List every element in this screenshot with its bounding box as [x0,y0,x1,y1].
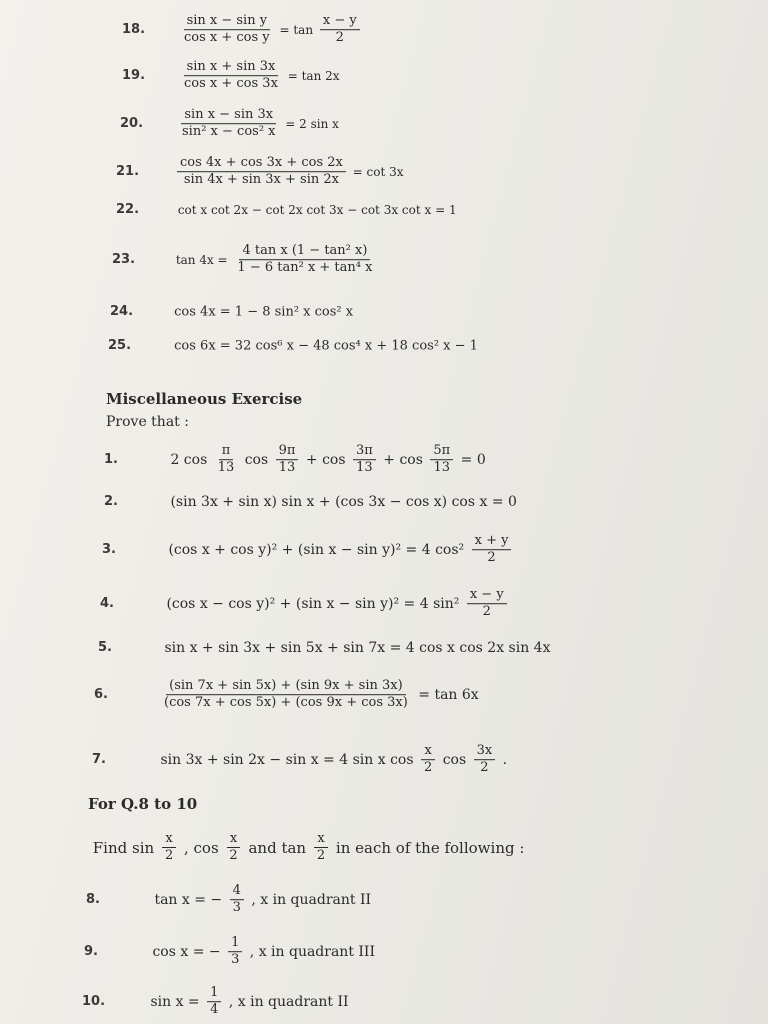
item-number: 23. [112,252,136,267]
fraction-denominator: 2 [482,604,491,620]
equation-text: tan x = − [150,892,227,908]
fraction-numerator: (sin 7x + sin 5x) + (sin 9x + sin 3x) [166,679,406,695]
item-equation [156,744,512,776]
item-equation [146,986,353,1018]
fraction [421,744,435,776]
equation-text: sin x = [146,994,205,1010]
equation-text: + cos [378,452,428,468]
equation-text: cos 6x = 32 cos⁶ x − 48 cos⁴ x + 18 cos² x − 1 [170,338,483,354]
equation-text: 2 cos [166,452,212,468]
equation-text: = 2 sin x [281,117,343,131]
fraction-denominator: cos x + cos 3x [184,76,278,92]
fraction [353,444,376,476]
item-number: 7. [92,752,106,767]
item-equation [166,494,521,510]
item-equation [166,444,490,476]
equation-text: + cos [301,452,350,468]
item-number: 5. [98,640,112,655]
fraction [179,108,279,140]
fraction-denominator: sin 4x + sin 3x + sin 2x [183,172,339,188]
fraction-denominator: 13 [433,460,451,476]
fraction-numerator: 5π [430,444,453,460]
fraction-denominator: 2 [229,848,238,864]
fraction-denominator: 1 − 6 tan² x + tan⁴ x [237,260,373,276]
item-number: 24. [110,304,134,319]
fraction-numerator: 1 [228,936,242,952]
item-number: 1. [104,452,118,467]
equation-text: sin x + sin 3x + sin 5x + sin 7x = 4 cos x cos 2x sin 4x [160,640,555,656]
item-number: 21. [116,164,140,179]
fraction [215,444,238,476]
fraction [467,588,507,620]
fraction-denominator: 2 [335,30,344,46]
fraction-numerator: x [162,832,175,848]
item-number: 2. [104,494,118,509]
fraction-denominator: 3 [232,900,241,916]
fraction [230,884,244,916]
fraction-numerator: sin x − sin y [184,14,271,30]
item-number: 3. [102,542,116,557]
fraction [320,14,360,46]
equation-text: , x in quadrant II [246,892,376,908]
item-number: 6. [94,687,108,702]
item-number: 20. [120,116,144,131]
fraction [430,444,453,476]
fraction-denominator: 2 [423,760,433,776]
equation-text: cos [438,752,471,768]
fraction [161,679,411,711]
find-instruction [88,832,529,864]
fraction-numerator: x + y [472,534,512,550]
equation-text: in each of the following : [331,838,530,857]
fraction-denominator: 4 [210,1002,219,1018]
fraction-numerator: 3x [474,744,496,760]
fraction-numerator: x [314,832,327,848]
fraction [472,534,512,566]
item-equation [178,60,343,92]
fraction-numerator: x [421,744,434,760]
equation-text: cos [240,452,273,468]
fraction-numerator: 9π [276,444,299,460]
fraction-numerator: 3π [353,444,376,460]
item-equation [178,14,363,46]
fraction-denominator: 13 [356,460,373,476]
fraction-numerator: x − y [320,14,360,30]
fraction [276,444,299,476]
equation-text: , x in quadrant III [245,944,380,960]
item-equation [174,156,407,188]
fraction-denominator: 13 [278,460,296,476]
equation-text: . [498,752,512,768]
fraction-numerator: π [219,444,234,460]
item-equation [170,305,357,320]
fraction-numerator: 1 [207,986,221,1002]
item-equation [158,679,483,711]
fraction-numerator: x [227,832,240,848]
item-equation [170,339,482,354]
item-equation [160,640,555,656]
fraction-denominator: cos x + cos y [184,30,270,46]
equation-text: and tan [243,838,311,857]
equation-text: tan 4x = [172,253,232,267]
fraction-denominator: 2 [480,760,489,776]
fraction [181,14,273,46]
for-q-heading: For Q.8 to 10 [88,795,198,813]
item-equation [162,588,510,620]
fraction-numerator: 4 tan x (1 − tan² x) [239,244,370,260]
fraction [207,986,221,1018]
misc-exercise-heading: Miscellaneous Exercise [106,390,303,408]
item-number: 22. [116,202,140,217]
fraction-denominator: 2 [164,848,174,864]
equation-text: , cos [179,838,224,857]
fraction-numerator: x − y [467,588,507,604]
equation-text: = 0 [456,452,491,468]
equation-text: (cos x − cos y)² + (sin x − sin y)² = 4 sin² [162,596,464,612]
item-number: 8. [86,892,100,907]
equation-text: cot x cot 2x − cot 2x cot 3x − cot 3x cot x = 1 [174,203,461,217]
equation-text: , x in quadrant II [224,994,353,1010]
fraction [474,744,496,776]
item-equation [150,884,375,916]
equation-text: = tan [275,23,317,37]
item-number: 10. [82,994,106,1009]
fraction [226,832,240,864]
item-equation [148,936,379,968]
item-equation [176,108,343,140]
prove-that-label: Prove that : [106,414,189,430]
item-number: 9. [84,944,98,959]
item-number: 4. [100,596,114,611]
fraction [228,936,242,968]
fraction-denominator: 3 [231,952,240,968]
item-number: 19. [122,68,146,83]
equation-text: (cos x + cos y)² + (sin x − sin y)² = 4 cos² [164,542,469,558]
fraction-numerator: 4 [230,884,244,900]
fraction-denominator: 2 [487,550,496,566]
fraction-denominator: 13 [217,460,235,476]
equation-text: = tan 2x [283,69,344,83]
item-equation [164,534,514,566]
item-equation [174,203,460,217]
item-number: 25. [108,338,132,353]
equation-text: cos x = − [148,944,226,960]
fraction [177,156,346,188]
fraction [234,244,375,276]
fraction-numerator: sin x − sin 3x [181,108,276,124]
item-equation [172,244,378,276]
fraction [314,832,328,864]
fraction-denominator: 2 [316,848,326,864]
fraction [181,60,281,92]
equation-text: Find sin [88,838,159,857]
equation-text: = tan 6x [413,687,484,703]
equation-text: cos 4x = 1 − 8 sin² x cos² x [170,304,358,320]
fraction [162,832,176,864]
equation-text: = cot 3x [348,165,408,179]
equation-text: (sin 3x + sin x) sin x + (cos 3x − cos x) cos x = 0 [166,494,522,510]
fraction-denominator: sin² x − cos² x [182,124,276,140]
equation-text: sin 3x + sin 2x − sin x = 4 sin x cos [156,752,418,768]
fraction-numerator: sin x + sin 3x [184,60,279,76]
fraction-numerator: cos 4x + cos 3x + cos 2x [177,156,346,172]
item-number: 18. [122,22,146,37]
fraction-denominator: (cos 7x + cos 5x) + (cos 9x + cos 3x) [164,695,408,711]
